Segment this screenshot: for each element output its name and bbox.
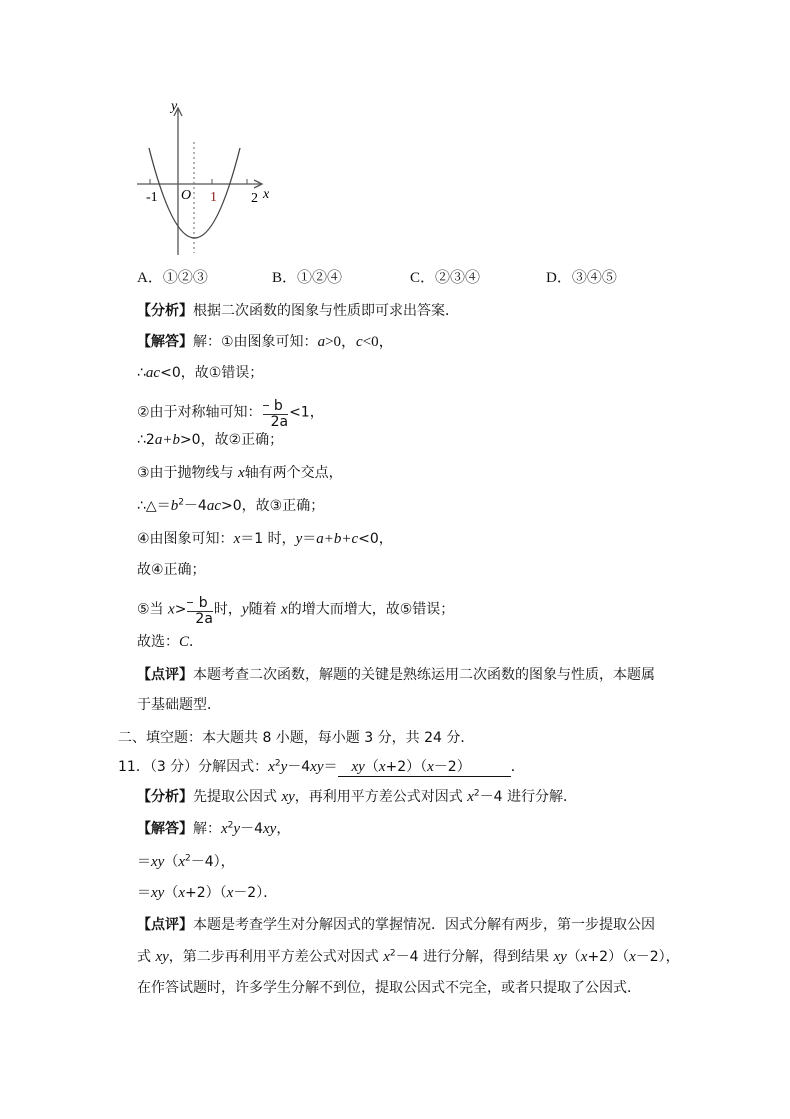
frac-den: 2a xyxy=(270,414,289,430)
review-tag: 【点评】 xyxy=(137,667,193,683)
q11-answer xyxy=(137,820,290,838)
text: 11．（3 分）分解因式： xyxy=(118,759,269,775)
text: （ xyxy=(364,759,379,775)
math: x xyxy=(178,885,185,901)
math: xy xyxy=(263,821,277,837)
text: ． xyxy=(189,634,204,650)
section-heading: 二、填空题：本大题共 8 小题，每小题 3 分，共 24 分． xyxy=(118,730,475,746)
text: 解：①由图象可知： xyxy=(193,334,318,350)
q10-review-cont: 于基础题型． xyxy=(137,697,221,713)
q10-review xyxy=(137,666,655,684)
math: x xyxy=(268,759,275,775)
sup: 2 xyxy=(185,853,191,864)
text: <0，故①错误； xyxy=(160,365,264,381)
math: xy xyxy=(310,759,324,775)
math: xy xyxy=(151,885,165,901)
analysis-tag: 【分析】 xyxy=(137,303,193,319)
math: c xyxy=(356,334,363,350)
text: ∴ xyxy=(137,365,146,381)
frac-num: b xyxy=(187,596,213,612)
q10-line11 xyxy=(137,633,203,651)
fraction-neg-b-over-2a xyxy=(263,399,289,430)
text: ③由于抛物线与 xyxy=(137,465,239,481)
math: b xyxy=(170,498,179,514)
text: ＝ xyxy=(323,759,338,775)
math: ac xyxy=(206,498,222,514)
text: ＝ xyxy=(302,531,317,547)
y-label: y xyxy=(171,99,178,114)
origin-label: O xyxy=(181,188,192,203)
math: ac xyxy=(145,365,161,381)
x-label: x xyxy=(263,187,270,202)
math: y xyxy=(280,759,288,775)
sup: 2 xyxy=(473,788,480,799)
q10-line9: 故④正确； xyxy=(137,562,206,578)
text: （ xyxy=(566,949,581,965)
text: －2）． xyxy=(233,885,278,901)
math: xy xyxy=(155,949,169,965)
text: （ xyxy=(164,885,179,901)
text: 时， xyxy=(213,601,242,618)
sup: 2 xyxy=(178,497,184,508)
text: ②由于对称轴可知： xyxy=(137,404,262,421)
math: y xyxy=(233,821,241,837)
text: 的增大而增大，故⑤错误； xyxy=(287,601,455,618)
text: －4 进行分解． xyxy=(479,789,577,805)
math: >0， xyxy=(325,334,357,350)
math: a xyxy=(317,334,326,350)
q10-line6 xyxy=(137,464,343,482)
answer-tag: 【解答】 xyxy=(137,821,193,837)
frac-den: 2a xyxy=(195,611,213,627)
math: x xyxy=(427,759,434,775)
text: > xyxy=(174,601,187,618)
q11-review-line3: 在作答试题时，许多学生分解不到位，提取公因式不完全，或者只提取了公因式． xyxy=(137,980,641,996)
text: <0， xyxy=(358,531,393,547)
text: +2）（ xyxy=(587,949,630,965)
text: －4 进行分解，得到结果 xyxy=(395,949,554,965)
text: <1， xyxy=(289,404,324,421)
analysis-text: 根据二次函数的图象与性质即可求出答案． xyxy=(193,303,459,319)
text: ＝ xyxy=(137,885,151,901)
text: －4 xyxy=(240,821,263,837)
math: xy xyxy=(151,854,165,870)
q10-answer xyxy=(137,333,394,351)
text: >0，故②正确； xyxy=(179,432,284,448)
q10-line8 xyxy=(137,530,393,548)
text: ∴△＝ xyxy=(137,498,171,514)
text: >0，故③正确； xyxy=(221,498,325,514)
q10-line4 xyxy=(137,397,324,428)
text: －2） xyxy=(433,759,471,775)
text: ，再利用平方差公式对因式 xyxy=(294,789,468,805)
text: ＝ xyxy=(137,854,151,870)
math: x xyxy=(629,949,636,965)
math: x xyxy=(238,465,245,481)
math: y xyxy=(295,531,303,547)
text: +2）（ xyxy=(385,759,428,775)
math: x xyxy=(233,531,241,547)
math: x xyxy=(226,885,234,901)
math: a+b xyxy=(154,432,180,448)
tick-label-1: 1 xyxy=(210,190,217,205)
tick-label-neg1: -1 xyxy=(146,190,158,205)
text: 解： xyxy=(193,821,221,837)
option-c: C．②③④ xyxy=(410,270,481,286)
text: ，第二步再利用平方差公式对因式 xyxy=(168,949,384,965)
q11-review-line2 xyxy=(137,948,680,966)
math: x xyxy=(168,601,175,618)
math: a+b+c xyxy=(316,531,359,547)
fraction-neg-b-over-2a xyxy=(187,596,213,627)
sup: 2 xyxy=(389,948,396,959)
math: xy xyxy=(351,759,365,775)
text: 先提取公因式 xyxy=(193,789,282,805)
review-tag: 【点评】 xyxy=(137,917,193,933)
math: x xyxy=(281,601,288,618)
answer-blank xyxy=(338,758,511,777)
q11-step3 xyxy=(137,884,277,902)
math: xy xyxy=(281,789,295,805)
text: 式 xyxy=(137,949,156,965)
option-b: B．①②④ xyxy=(272,270,343,286)
analysis-tag: 【分析】 xyxy=(137,789,193,805)
q10-analysis xyxy=(137,302,459,320)
text: ． xyxy=(510,759,525,775)
text: 故选： xyxy=(137,634,179,650)
tick-label-2: 2 xyxy=(251,191,258,206)
q10-line10 xyxy=(137,594,454,625)
q10-line5 xyxy=(137,431,283,449)
math: x xyxy=(178,854,185,870)
math: x xyxy=(580,949,588,965)
text: －4 xyxy=(287,759,311,775)
q10-line7 xyxy=(137,497,324,515)
math: x xyxy=(383,949,390,965)
frac-num: b xyxy=(263,399,289,415)
review-text: 本题是考查学生对分解因式的掌握情况．因式分解有两步，第一步提取公因 xyxy=(193,917,655,933)
sup: 2 xyxy=(274,758,281,769)
q11-review xyxy=(137,916,655,934)
math: y xyxy=(241,601,249,618)
math: xy xyxy=(553,949,567,965)
text: （ xyxy=(164,854,179,870)
q11-analysis xyxy=(137,788,577,806)
math: C xyxy=(179,634,190,650)
math: x xyxy=(378,759,386,775)
text: ∴2 xyxy=(137,432,155,448)
q11-question xyxy=(118,758,525,777)
text: －2）， xyxy=(635,949,680,965)
text: 随着 xyxy=(248,601,282,618)
q10-line3 xyxy=(137,364,263,382)
option-d: D．③④⑤ xyxy=(546,270,617,286)
text: ⑤当 xyxy=(137,601,169,618)
math: <0， xyxy=(362,334,394,350)
text: 轴有两个交点， xyxy=(244,465,343,481)
text: ＝1 时， xyxy=(240,531,296,547)
text: －4）， xyxy=(190,854,235,870)
math: x xyxy=(467,789,474,805)
text: ， xyxy=(276,821,291,837)
review-text: 本题考查二次函数，解题的关键是熟练运用二次函数的图象与性质，本题属 xyxy=(193,667,655,683)
option-a: A．①②③ xyxy=(137,270,208,286)
q11-step2 xyxy=(137,853,235,871)
text: －4 xyxy=(183,498,207,514)
text: +2）（ xyxy=(185,885,227,901)
text: ④由图象可知： xyxy=(137,531,234,547)
math: x xyxy=(221,821,228,837)
sup: 2 xyxy=(227,820,234,831)
answer-tag: 【解答】 xyxy=(137,334,193,350)
parabola-graph xyxy=(0,0,790,280)
